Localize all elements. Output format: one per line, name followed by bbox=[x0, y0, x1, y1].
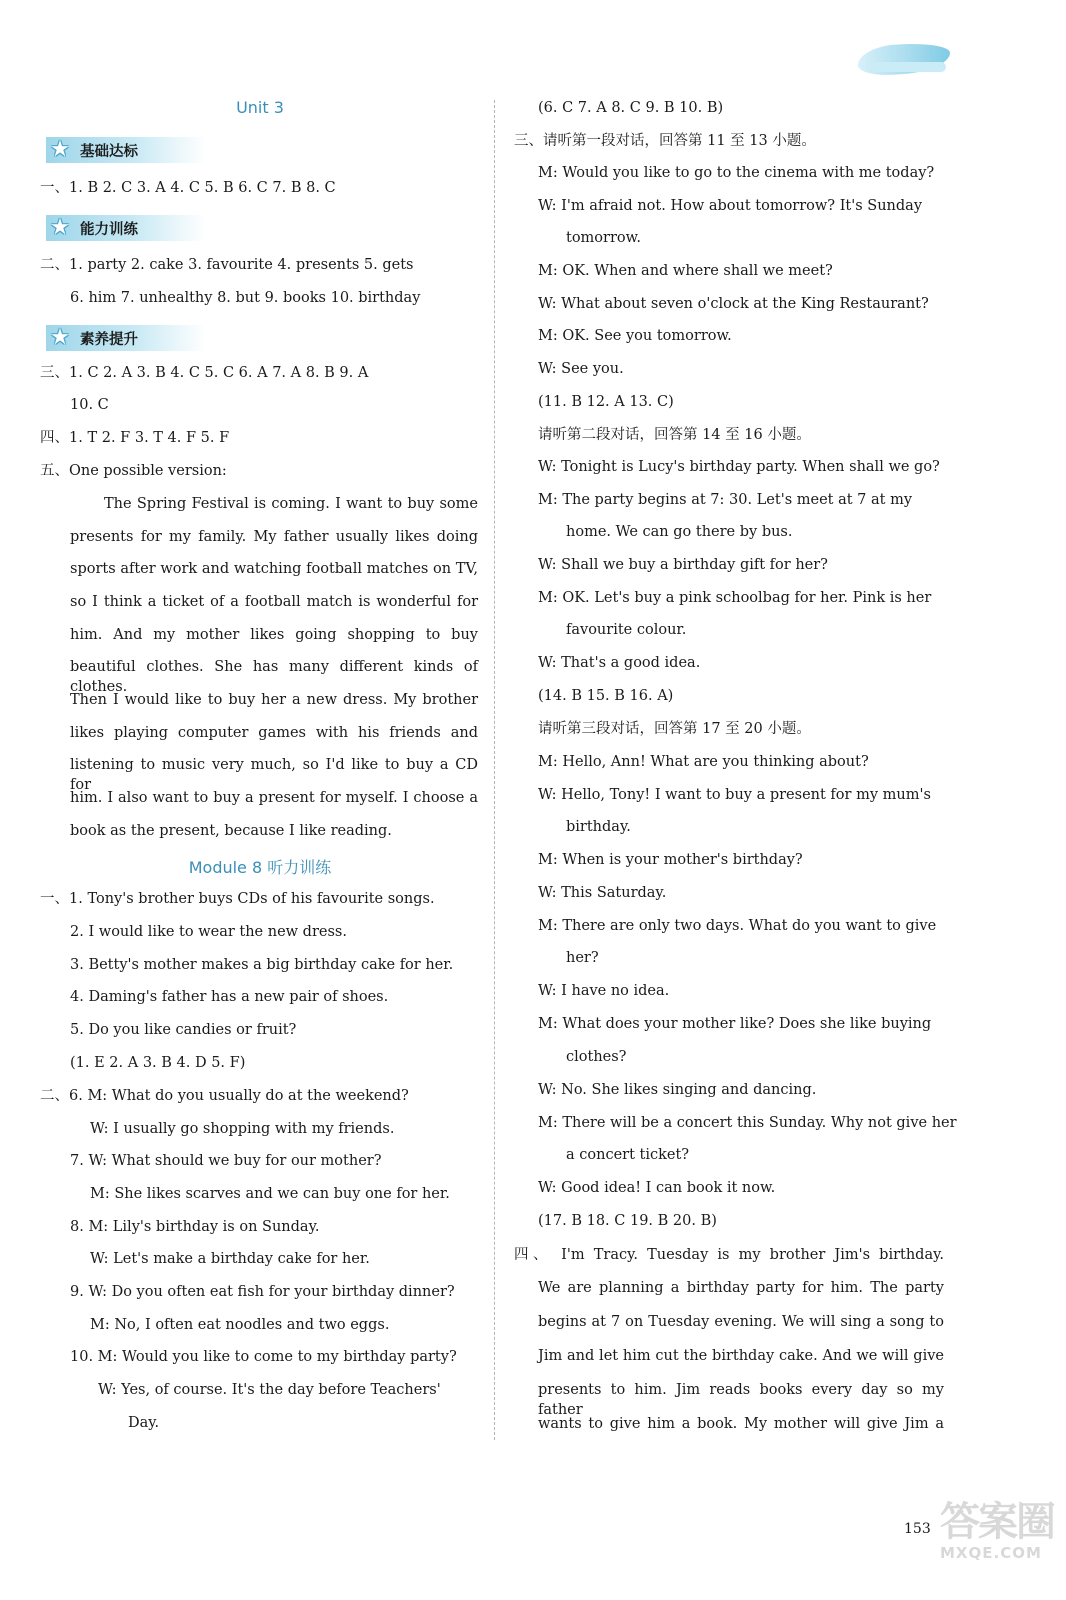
column-divider bbox=[494, 100, 495, 1440]
listening-line: W: I usually go shopping with my friends. bbox=[90, 1121, 395, 1137]
passage-line: begins at 7 on Tuesday evening. We will sing a song to bbox=[538, 1314, 944, 1330]
listening-line: 3. Betty's mother makes a big birthday cake for her. bbox=[70, 957, 454, 973]
dialogue-line: W: That's a good idea. bbox=[538, 655, 701, 671]
answer-line: 一、1. B 2. C 3. A 4. C 5. B 6. C 7. B 8. C bbox=[40, 180, 336, 196]
essay-line: beautiful clothes. She has many different kinds of clothes. bbox=[70, 659, 478, 695]
corner-decoration-stripe bbox=[870, 62, 946, 72]
listening-line: 一、1. Tony's brother buys CDs of his favourite songs. bbox=[40, 891, 435, 907]
essay-line: listening to music very much, so I'd like to buy a CD for bbox=[70, 757, 478, 793]
dialogue-line: M: There will be a concert this Sunday. Why not give her bbox=[538, 1115, 957, 1131]
unit-title: Unit 3 bbox=[236, 98, 284, 117]
watermark-logo bbox=[940, 1500, 1056, 1572]
answer-line: (17. B 18. C 19. B 20. B) bbox=[538, 1213, 717, 1229]
essay-line: book as the present, because I like reading. bbox=[70, 823, 392, 839]
dialogue-line: clothes? bbox=[566, 1049, 627, 1065]
dialogue-line: M: OK. When and where shall we meet? bbox=[538, 263, 833, 279]
answer-line: 三、1. C 2. A 3. B 4. C 5. C 6. A 7. A 8. B 9. A bbox=[40, 365, 369, 381]
dialogue-line: a concert ticket? bbox=[566, 1147, 690, 1163]
listening-instruction: 请听第三段对话，回答第 17 至 20 小题。 bbox=[538, 721, 811, 737]
passage-line: 四、 I'm Tracy. Tuesday is my brother Jim's birthday. bbox=[514, 1247, 944, 1263]
section-label: 基础达标 bbox=[80, 143, 138, 160]
essay-line: him. I also want to buy a present for myself. I choose a bbox=[70, 790, 478, 806]
dialogue-line: birthday. bbox=[566, 819, 631, 835]
star-icon: ★ bbox=[50, 137, 70, 162]
listening-line: 二、6. M: What do you usually do at the weekend? bbox=[40, 1088, 409, 1104]
dialogue-line: W: Hello, Tony! I want to buy a present for my mum's bbox=[538, 787, 931, 803]
essay-line: presents for my family. My father usually likes doing bbox=[70, 529, 478, 545]
dialogue-line: M: OK. See you tomorrow. bbox=[538, 328, 732, 344]
listening-line: M: No, I often eat noodles and two eggs. bbox=[90, 1317, 390, 1333]
dialogue-line: M: OK. Let's buy a pink schoolbag for her. Pink is her bbox=[538, 590, 932, 606]
essay-line: The Spring Festival is coming. I want to buy some bbox=[104, 496, 478, 512]
listening-line: 9. W: Do you often eat fish for your birthday dinner? bbox=[70, 1284, 455, 1300]
section-header-ability bbox=[46, 215, 206, 241]
dialogue-line: home. We can go there by bus. bbox=[566, 524, 793, 540]
answer-line: (11. B 12. A 13. C) bbox=[538, 394, 674, 410]
passage-line: We are planning a birthday party for him. The party bbox=[538, 1280, 944, 1296]
section-header-literacy bbox=[46, 325, 206, 351]
listening-line: 5. Do you like candies or fruit? bbox=[70, 1022, 297, 1038]
passage-line: wants to give him a book. My mother will give Jim a bbox=[538, 1416, 944, 1432]
answer-line: 6. him 7. unhealthy 8. but 9. books 10. birthday bbox=[70, 290, 421, 306]
dialogue-line: favourite colour. bbox=[566, 622, 687, 638]
page-number: 153 bbox=[904, 1521, 931, 1537]
dialogue-line: M: What does your mother like? Does she like buying bbox=[538, 1016, 932, 1032]
answer-line: 四、1. T 2. F 3. T 4. F 5. F bbox=[40, 430, 230, 446]
dialogue-line: W: Shall we buy a birthday gift for her? bbox=[538, 557, 828, 573]
essay-line: him. And my mother likes going shopping to buy bbox=[70, 627, 478, 643]
dialogue-line: W: No. She likes singing and dancing. bbox=[538, 1082, 817, 1098]
listening-instruction: 三、请听第一段对话，回答第 11 至 13 小题。 bbox=[514, 133, 816, 149]
module-title: Module 8 听力训练 bbox=[188, 858, 332, 877]
section-header-basic bbox=[46, 137, 206, 163]
watermark-bottom: MXQE.COM bbox=[940, 1544, 1042, 1562]
listening-line: 4. Daming's father has a new pair of shoes. bbox=[70, 989, 389, 1005]
watermark-top: 答案圈 bbox=[940, 1499, 1054, 1545]
answer-line: 二、1. party 2. cake 3. favourite 4. presents 5. gets bbox=[40, 257, 414, 273]
essay-line: sports after work and watching football matches on TV, bbox=[70, 561, 478, 577]
passage-line: Jim and let him cut the birthday cake. And we will give bbox=[538, 1348, 944, 1364]
dialogue-line: W: Good idea! I can book it now. bbox=[538, 1180, 776, 1196]
listening-line: 8. M: Lily's birthday is on Sunday. bbox=[70, 1219, 320, 1235]
dialogue-line: M: The party begins at 7: 30. Let's meet at 7 at my bbox=[538, 492, 913, 508]
essay-line: likes playing computer games with his friends and bbox=[70, 725, 478, 741]
listening-line: 7. W: What should we buy for our mother? bbox=[70, 1153, 382, 1169]
star-icon: ★ bbox=[50, 325, 70, 350]
dialogue-line: tomorrow. bbox=[566, 230, 641, 246]
listening-line: W: Let's make a birthday cake for her. bbox=[90, 1251, 370, 1267]
answer-line: (14. B 15. B 16. A) bbox=[538, 688, 674, 704]
dialogue-line: W: I'm afraid not. How about tomorrow? It's Sunday bbox=[538, 198, 923, 214]
listening-line: 10. M: Would you like to come to my birthday party? bbox=[70, 1349, 457, 1365]
answer-line: 10. C bbox=[70, 397, 109, 413]
passage-line: presents to him. Jim reads books every day so my father bbox=[538, 1382, 944, 1418]
section-label: 素养提升 bbox=[80, 331, 138, 348]
dialogue-line: W: This Saturday. bbox=[538, 885, 667, 901]
essay-line: so I think a ticket of a football match is wonderful for bbox=[70, 594, 478, 610]
dialogue-line: W: See you. bbox=[538, 361, 624, 377]
listening-line: W: Yes, of course. It's the day before Teachers' bbox=[98, 1382, 441, 1398]
listening-line: M: She likes scarves and we can buy one for her. bbox=[90, 1186, 450, 1202]
answer-line: 五、One possible version: bbox=[40, 463, 227, 479]
dialogue-line: M: There are only two days. What do you want to give bbox=[538, 918, 937, 934]
dialogue-line: M: Would you like to go to the cinema with me today? bbox=[538, 165, 935, 181]
section-label: 能力训练 bbox=[80, 221, 138, 238]
dialogue-line: M: Hello, Ann! What are you thinking about? bbox=[538, 754, 869, 770]
dialogue-line: W: Tonight is Lucy's birthday party. When shall we go? bbox=[538, 459, 940, 475]
answer-line: (1. E 2. A 3. B 4. D 5. F) bbox=[70, 1055, 246, 1071]
listening-line: Day. bbox=[128, 1415, 160, 1431]
dialogue-line: W: What about seven o'clock at the King Restaurant? bbox=[538, 296, 929, 312]
listening-instruction: 请听第二段对话，回答第 14 至 16 小题。 bbox=[538, 427, 811, 443]
answer-line: (6. C 7. A 8. C 9. B 10. B) bbox=[538, 100, 724, 116]
essay-line: Then I would like to buy her a new dress. My brother bbox=[70, 692, 478, 708]
star-icon: ★ bbox=[50, 215, 70, 240]
dialogue-line: W: I have no idea. bbox=[538, 983, 670, 999]
listening-line: 2. I would like to wear the new dress. bbox=[70, 924, 347, 940]
dialogue-line: her? bbox=[566, 950, 599, 966]
dialogue-line: M: When is your mother's birthday? bbox=[538, 852, 803, 868]
